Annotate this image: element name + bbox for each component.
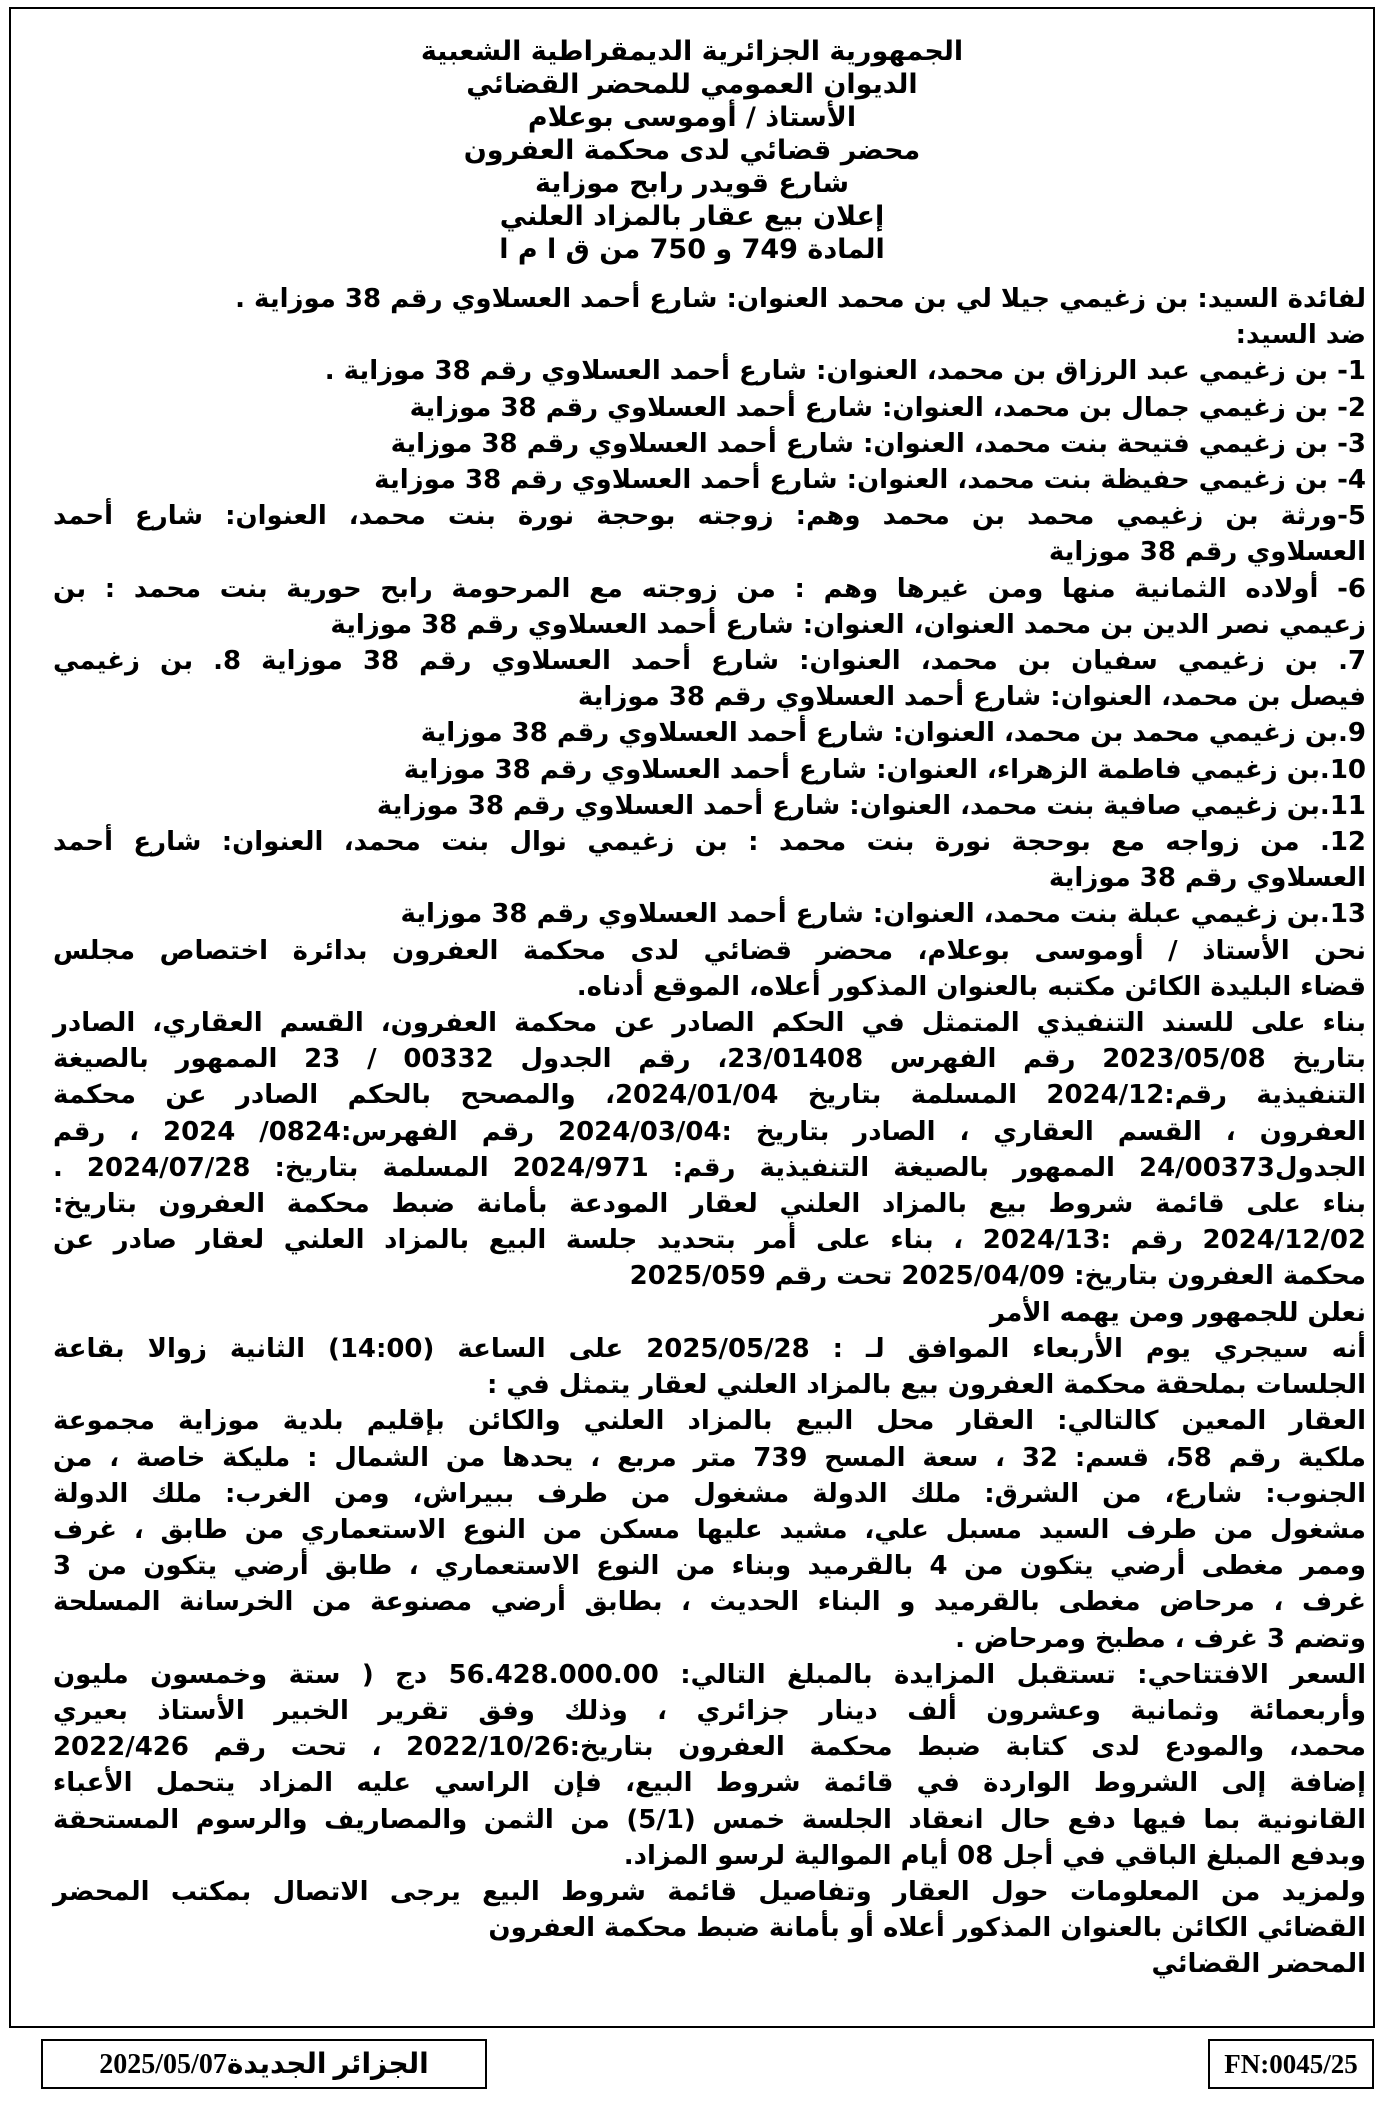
sale-date-section [51,1331,1366,1403]
against-label: ضد السيد: [1235,320,1366,351]
office-address: شارع قويدر رابح موزاية [534,168,850,199]
property-description-line: العقار المعين كالتالي: العقار محل البيع بالمزاد العلني والكائن بإقليم بلدية موزاية مجموعة [52,1406,1366,1437]
property-description-line: الجنوب: شارع، من الشرق: ملك الدولة مشغول من طرف ببيراش، ومن الغرب: ملك الدولة [52,1478,1366,1509]
defendant-line: 5-ورثة بن زغيمي محمد بن محمد وهم: زوجته بوحجة نورة بنت محمد، العنوان: شارع أحمد [52,501,1366,532]
opening-price-line: محمد، والمودع لدى كتابة ضبط محكمة العفرون بتاريخ:2022/10/26 ، تحت رقم 2022/426 [52,1732,1366,1763]
sale-date-line: أنه سيجري يوم الأربعاء الموافق لـ : 2025/05/28 على الساعة (14:00) الثانية زوالا بقاعة [52,1333,1367,1364]
newspaper-date-box [41,2039,487,2089]
defendant-line: 2- بن زغيمي جمال بن محمد، العنوان: شارع أحمد العسلاوي رقم 38 موزاية [409,392,1366,423]
property-description-section [51,1403,1366,1656]
notice-body [11,281,1373,1983]
defendant-line: 4- بن زغيمي حفيظة بنت محمد، العنوان: شارع أحمد العسلاوي رقم 38 موزاية [374,465,1366,496]
conditions-basis-section [51,1186,1366,1295]
buyer-obligations-line: وبدفع المبلغ الباقي في أجل 08 أيام الموالية لرسو المزاد. [623,1840,1366,1871]
bailiff-statement-line: نحن الأستاذ / أوموسى بوعلام، محضر قضائي لدى محكمة العفرون بدائرة اختصاص مجلس [52,935,1366,966]
enforcement-basis-line: العفرون ، القسم العقاري ، الصادر بتاريخ :2024/03/04 رقم الفهرس:0824/ 2024 ، رقم [52,1116,1366,1147]
conditions-basis-line: 2024/12/02 رقم :2024/13 ، بناء على أمر بتحديد جلسة البيع بالمزاد العلني لعقار صادر عن [52,1225,1366,1256]
defendant-line: 9.بن زغيمي محمد بن محمد، العنوان: شارع أحمد العسلاوي رقم 38 موزاية [420,718,1366,749]
opening-price-line: السعر الافتتاحي: تستقبل المزايدة بالمبلغ التالي: 56.428.000.00 دج ( ستة وخمسون مليون [52,1659,1366,1690]
defendant-line: 6- أولاده الثمانية منها ومن غيرها وهم : من زوجته مع المرحومة رابح حورية بنت محمد : بن [52,573,1366,604]
enforcement-basis-line: بتاريخ 2023/05/08 رقم الفهرس 23/01408، رقم الجدول 00332 / 23 الممهور بالصيغة [52,1044,1366,1075]
property-description-line: مشغول من طرف السيد مسبل علي، مشيد عليها مسكن من النوع الاستعماري من طابق ، غرف [52,1514,1366,1545]
legal-article: المادة 749 و 750 من ق ا م ا [499,234,885,265]
property-description-line: غرف ، مرحاض مغطى بالقرميد و البناء الحديث ، بطابق أرضي مصنوعة من الخرسانة المسلحة [52,1587,1366,1618]
defendant-line: 10.بن زغيمي فاطمة الزهراء، العنوان: شارع أحمد العسلاوي رقم 38 موزاية [403,754,1366,785]
bailiff-statement-section [51,933,1366,1005]
bailiff-name: الأستاذ / أوموسى بوعلام [527,102,857,133]
bailiff-title: محضر قضائي لدى محكمة العفرون [463,135,921,166]
reference-number-box [1208,2039,1374,2089]
enforcement-basis-section [51,1005,1366,1186]
signature: المحضر القضائي [1151,1949,1366,1980]
public-notice-line: نعلن للجمهور ومن يهمه الأمر [990,1297,1366,1328]
sale-date-line: الجلسات بملحقة محكمة العفرون بيع بالمزاد العلني لعقار يتمثل في : [486,1370,1366,1401]
property-description-line: وممر مغطى أرضي يتكون من 4 بالقرميد وبناء من النوع الاستعماري ، طابق أرضي يتكون من 3 [52,1551,1366,1582]
defendant-line: 13.بن زغيمي عبلة بنت محمد، العنوان: شارع أحمد العسلاوي رقم 38 موزاية [400,899,1366,930]
defendant-line: العسلاوي رقم 38 موزاية [1048,537,1366,568]
defendant-line: زعيمي نصر الدين بن محمد العنوان، العنوان: شارع أحمد العسلاوي رقم 38 موزاية [330,609,1366,640]
enforcement-basis-line: بناء على للسند التنفيذي المتمثل في الحكم الصادر عن محكمة العفرون، القسم العقاري، الصادر [52,1008,1366,1039]
beneficiary-line: لفائدة السيد: بن زغيمي جيلا لي بن محمد العنوان: شارع أحمد العسلاوي رقم 38 موزاية . [235,284,1366,314]
buyer-obligations-section [51,1765,1366,1874]
defendant-line: 1- بن زغيمي عبد الرزاق بن محمد، العنوان: شارع أحمد العسلاوي رقم 38 موزاية . [324,356,1366,387]
defendant-line: العسلاوي رقم 38 موزاية [1048,863,1366,894]
bailiff-statement-line: قضاء البليدة الكائن مكتبه بالعنوان المذكور أعلاه، الموقع أدناه. [576,971,1366,1002]
notice-header [11,35,1373,266]
buyer-obligations-line: إضافة إلى الشروط الواردة في قائمة شروط البيع، فإن الراسي عليه المزاد يتحمل الأعباء [52,1768,1366,1799]
opening-price-section [51,1657,1366,1766]
defendants-section [51,317,1366,932]
notice-title: إعلان بيع عقار بالمزاد العلني [499,201,885,232]
contact-line: القضائي الكائن بالعنوان المذكور أعلاه أو بأمانة ضبط محكمة العفرون [488,1913,1366,1944]
contact-section [51,1874,1366,1946]
opening-price-line: وأربعمائة وثمانية وعشرون ألف دينار جزائري ، وذلك وفق تقرير الخبير الأستاذ بعيري [52,1695,1366,1726]
beneficiary-section [51,281,1366,317]
reference-number-text: FN:0045/25 [1224,2048,1358,2079]
republic-heading: الجمهورية الجزائرية الديمقراطية الشعبية [420,36,964,67]
conditions-basis-line: بناء على قائمة شروط بيع بالمزاد العلني لعقار المودعة بأمانة ضبط محكمة العفرون بتاريخ: [52,1189,1366,1220]
newspaper-date-text: الجزائر الجديدة2025/05/07 [99,2049,429,2080]
defendant-line: 7. بن زغيمي سفيان بن محمد، العنوان: شارع أحمد العسلاوي رقم 38 موزاية 8. بن زغيمي [52,646,1367,677]
office-heading: الديوان العمومي للمحضر القضائي [466,69,918,100]
property-description-line: وتضم 3 غرف ، مطبخ ومرحاض . [955,1623,1366,1654]
property-description-line: ملكية رقم 58، قسم: 32 ، سعة المسح 739 متر مربع ، يحدها من الشمال : مليكة خاصة ، من [52,1442,1366,1473]
buyer-obligations-line: القانونية بما فيها دفع حال انعقاد الجلسة خمس (5/1) من الثمن والمصاريف والرسوم المستحقة [52,1804,1366,1835]
defendant-line: فيصل بن محمد، العنوان: شارع أحمد العسلاوي رقم 38 موزاية [577,682,1366,713]
enforcement-basis-line: التنفيذية رقم:2024/12 المسلمة بتاريخ 2024/01/04، والمصحح بالحكم الصادر عن محكمة [52,1080,1367,1111]
conditions-basis-line: محكمة العفرون بتاريخ: 2025/04/09 تحت رقم 2025/059 [629,1261,1366,1292]
enforcement-basis-line: الجدول24/00373 الممهور بالصيغة التنفيذية رقم: 2024/971 المسلمة بتاريخ: 2024/07/28 . [52,1152,1366,1183]
notice-frame [9,7,1375,2028]
defendant-line: 3- بن زغيمي فتيحة بنت محمد، العنوان: شارع أحمد العسلاوي رقم 38 موزاية [390,428,1366,459]
defendant-line: 12. من زواجه مع بوحجة نورة بنت محمد : بن زغيمي نوال بنت محمد، العنوان: شارع أحمد [52,827,1366,858]
defendant-line: 11.بن زغيمي صافية بنت محمد، العنوان: شارع أحمد العسلاوي رقم 38 موزاية [376,790,1366,821]
contact-line: ولمزيد من المعلومات حول العقار وتفاصيل قائمة شروط البيع يرجى الاتصال بمكتب المحضر [52,1876,1366,1907]
